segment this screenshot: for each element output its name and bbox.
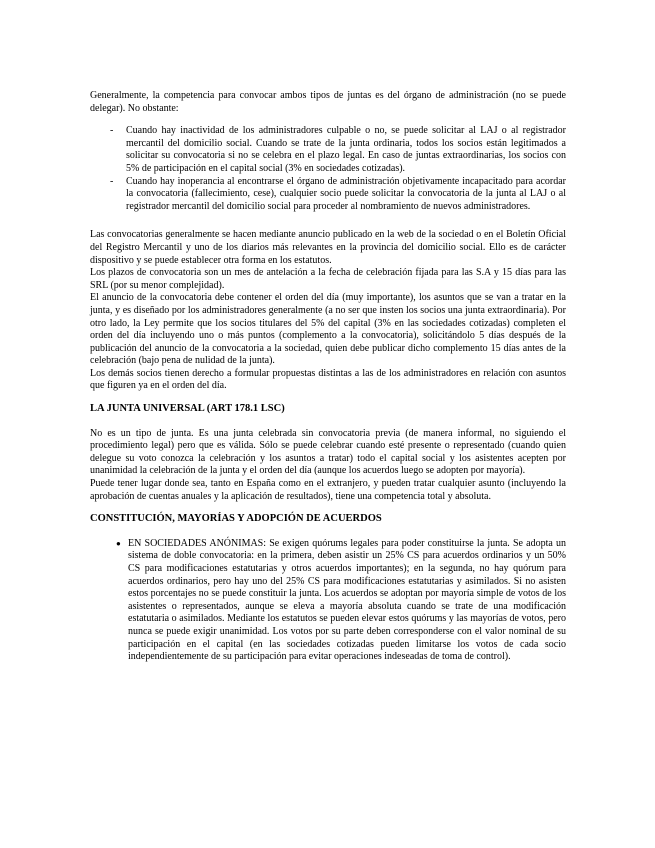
section-heading-constitucion: CONSTITUCIÓN, MAYORÍAS Y ADOPCIÓN DE ACUERDOS xyxy=(90,513,382,525)
bullet-marker: ● xyxy=(116,538,121,548)
bullet-list-item xyxy=(90,538,566,664)
dash-marker: - xyxy=(110,125,114,137)
lugar-paragraph: Puede tener lugar donde sea, tanto en España como en el extranjero, y pueden tratar cualquier asunto (incluyendo la aprobación de cuentas anuales y la aplicación de resultados), tiene una competencia total y absoluta. xyxy=(90,478,566,502)
dash-list-item xyxy=(90,125,566,175)
propuestas-paragraph: Los demás socios tienen derecho a formular propuestas distintas a las de los administradores en relación con asuntos que figuren ya en el orden del día. xyxy=(90,367,566,392)
bullet-list xyxy=(90,538,566,664)
dash-list-item xyxy=(90,176,566,214)
junta-universal-paragraph: No es un tipo de junta. Es una junta celebrada sin convocatoria previa (de manera informal, no siguiendo el procedimiento legal) pero que es válida. Sólo se puede celebrar cuando esté presente o representado (cuando quien delegue su voto conozca la celebración y los asuntos a tratar) todo el capital social y los asistentes acepten por unanimidad la celebración de la junta y el orden del día (aunque los acuerdos luego se adopten por mayoría). xyxy=(90,427,566,477)
dash-item-text: Cuando hay inoperancia al encontrarse el órgano de administración objetivamente incapacitado para acordar la convocatoria (fallecimiento, cese), cualquier socio puede solicitar la convocatoria de la junta al LAJ o al registrador mercantil del domicilio social para proceder al nombramiento de nuevos administradores. xyxy=(126,175,566,212)
plazos-paragraph: Los plazos de convocatoria son un mes de antelación a la fecha de celebración fijada para las S.A y 15 días para las SRL (por su menor complejidad). xyxy=(90,267,566,291)
anuncio-paragraph: El anuncio de la convocatoria debe contener el orden del día (muy importante), los asuntos que se van a tratar en la junta, y es diseñado por los administradores generalmente (a no ser que insten los socios una junta extraordinaria). Por otro lado, la Ley permite que los socios titulares del 5% del capital (3% en las sociedades cotizadas) completen el orden del día incluyendo uno o más puntos (complemento a la convocatoria), solicitándolo 5 días después de la publicación del anuncio de la convocatoria a la sociedad, quien debe publicar dicho complemento 15 días antes de la celebración (bajo pena de nulidad de la junta). xyxy=(90,292,566,367)
dash-list xyxy=(90,125,566,213)
bullet-item-text: EN SOCIEDADES ANÓNIMAS: Se exigen quórums legales para poder constituirse la junta. Se adopta un sistema de doble convocatoria: en la primera, deben asistir un 25% CS para acuerdos ordinarios y un 50% CS para modificaciones estatutarias y otros acuerdos importantes); en la segunda, no hay quórum para acuerdos ordinarios, pero hay uno del 25% CS para modificaciones estatutarias y asimilados. Si no asisten estos porcentajes no se puede constituir la junta. Los acuerdos se adoptan por mayoría simple de votos de los asistentes o representados, aunque se eleva a mayoría absoluta cuando se trate de una modificación estatutaria o asimilados. Mediante los estatutos se pueden elevar estos quórums y las mayorías de votos, pero nunca se puede exigir unanimidad. Los votos por su parte deben corresponderse con el valor nominal de su participación en el capital (en las sociedades cotizadas pueden limitarse los votos de cada socio independientemente de su participación para evitar operaciones indeseadas de toma de control). xyxy=(128,537,566,663)
dash-marker: - xyxy=(110,175,114,187)
document-page xyxy=(90,90,566,664)
dash-item-text: Cuando hay inactividad de los administradores culpable o no, se puede solicitar al LAJ o al registrador mercantil del domicilio social. Cuando se trate de la junta ordinaria, todos los socios están legitimados a solicitar su convocatoria si no se celebra en el plazo legal. En caso de juntas extraordinarias, los socios con 5% de participación en el capital social (3% en sociedades cotizadas). xyxy=(126,125,566,174)
intro-paragraph: Generalmente, la competencia para convocar ambos tipos de juntas es del órgano de administración (no se puede delegar). No obstante: xyxy=(90,90,566,114)
section-heading-junta-universal: LA JUNTA UNIVERSAL (ART 178.1 LSC) xyxy=(90,403,285,415)
convocatoria-paragraph: Las convocatorias generalmente se hacen mediante anuncio publicado en la web de la sociedad o en el Boletín Oficial del Registro Mercantil y uno de los diarios más relevantes en la provincia del domicilio social. Ello es de carácter dispositivo y se puede establecer otra forma en los estatutos. xyxy=(90,229,566,266)
